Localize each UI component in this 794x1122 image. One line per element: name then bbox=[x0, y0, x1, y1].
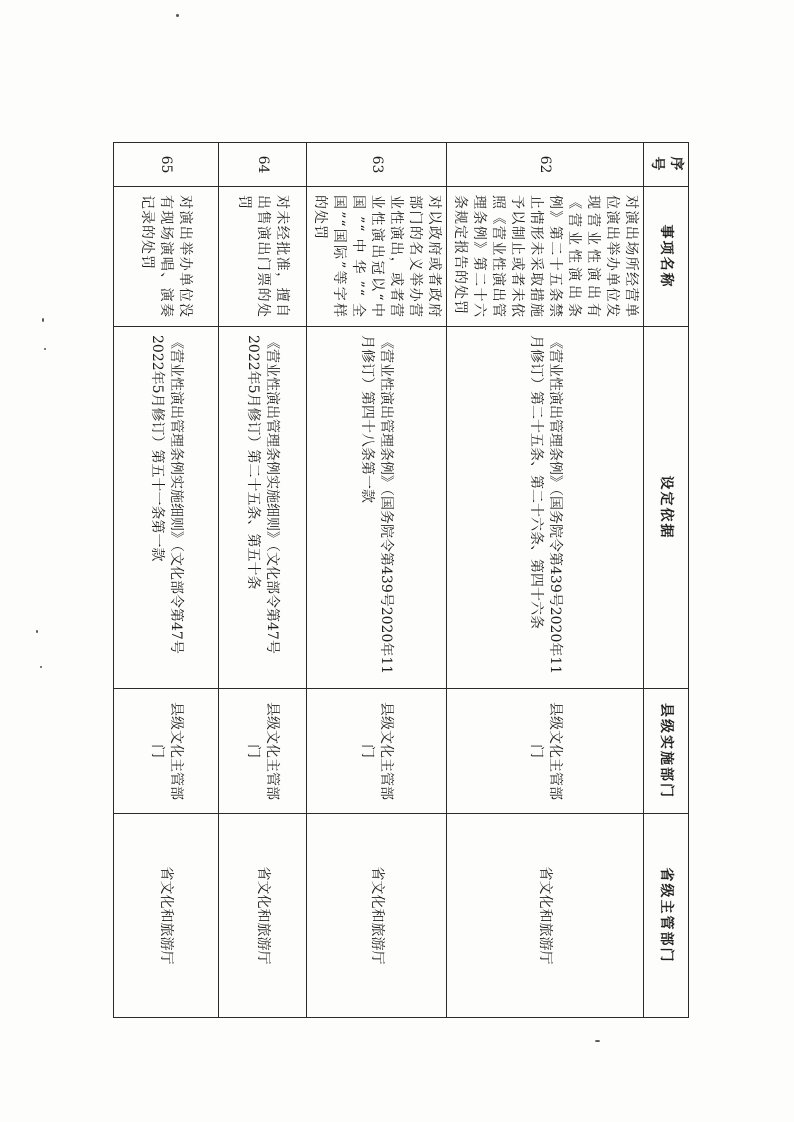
scan-speck bbox=[36, 630, 38, 633]
row-seq: 65 bbox=[114, 143, 219, 187]
row-name: 对未经批准，擅自出售演出门票的处罚 bbox=[219, 187, 307, 327]
header-seq: 序号 bbox=[644, 143, 689, 187]
rotated-document-page bbox=[139, 142, 689, 1017]
header-basis: 设定依据 bbox=[644, 327, 689, 689]
row-seq: 62 bbox=[447, 143, 644, 187]
row-county-dept: 县级文化主管部门 bbox=[114, 689, 219, 814]
row-basis: 《营业性演出管理条例实施细则》（文化部令第47号2022年5月修订）第二十五条、第五十条 bbox=[219, 327, 307, 689]
row-prov-dept: 省文化和旅游厅 bbox=[219, 814, 307, 1018]
scan-speck bbox=[44, 348, 46, 350]
table-row bbox=[219, 143, 307, 1018]
header-prov-dept: 省级主管部门 bbox=[644, 814, 689, 1018]
row-name: 对演出举办单位没有现场演唱、演奏记录的处罚 bbox=[114, 187, 219, 327]
row-prov-dept: 省文化和旅游厅 bbox=[114, 814, 219, 1018]
scan-speck bbox=[176, 14, 179, 17]
table-row bbox=[307, 143, 447, 1018]
scan-speck bbox=[42, 318, 44, 322]
scan-speck bbox=[595, 1040, 600, 1042]
header-county-dept: 县级实施部门 bbox=[644, 689, 689, 814]
row-basis: 《营业性演出管理条例》（国务院令第439号2020年11月修订）第四十八条第一款 bbox=[307, 327, 447, 689]
row-prov-dept: 省文化和旅游厅 bbox=[447, 814, 644, 1018]
table-row bbox=[447, 143, 644, 1018]
row-name: 对以政府或者政府部门的名义举办营业性演出，或者营业性演出冠以“中国”“中华”“全国”“国际”等字样的处罚 bbox=[307, 187, 447, 327]
header-name: 事项名称 bbox=[644, 187, 689, 327]
row-seq: 63 bbox=[307, 143, 447, 187]
scan-speck bbox=[40, 666, 42, 668]
table-header-row bbox=[644, 143, 689, 1018]
matters-table bbox=[113, 142, 689, 1018]
row-county-dept: 县级文化主管部门 bbox=[447, 689, 644, 814]
table-row bbox=[114, 143, 219, 1018]
row-basis: 《营业性演出管理条例》（国务院令第439号2020年11月修订）第二十五条、第二十六条、第四十六条 bbox=[447, 327, 644, 689]
row-county-dept: 县级文化主管部门 bbox=[219, 689, 307, 814]
row-seq: 64 bbox=[219, 143, 307, 187]
row-name: 对演出场所经营单位演出举办单位发现营业性演出有《营业性演出条例》第二十五条禁止情形未采取措施予以制止或者未依照《营业性演出管理条例》第二十六条规定报告的处罚 bbox=[447, 187, 644, 327]
row-basis: 《营业性演出管理条例实施细则》（文化部令第47号2022年5月修订）第五十一条第一款 bbox=[114, 327, 219, 689]
row-county-dept: 县级文化主管部门 bbox=[307, 689, 447, 814]
row-prov-dept: 省文化和旅游厅 bbox=[307, 814, 447, 1018]
